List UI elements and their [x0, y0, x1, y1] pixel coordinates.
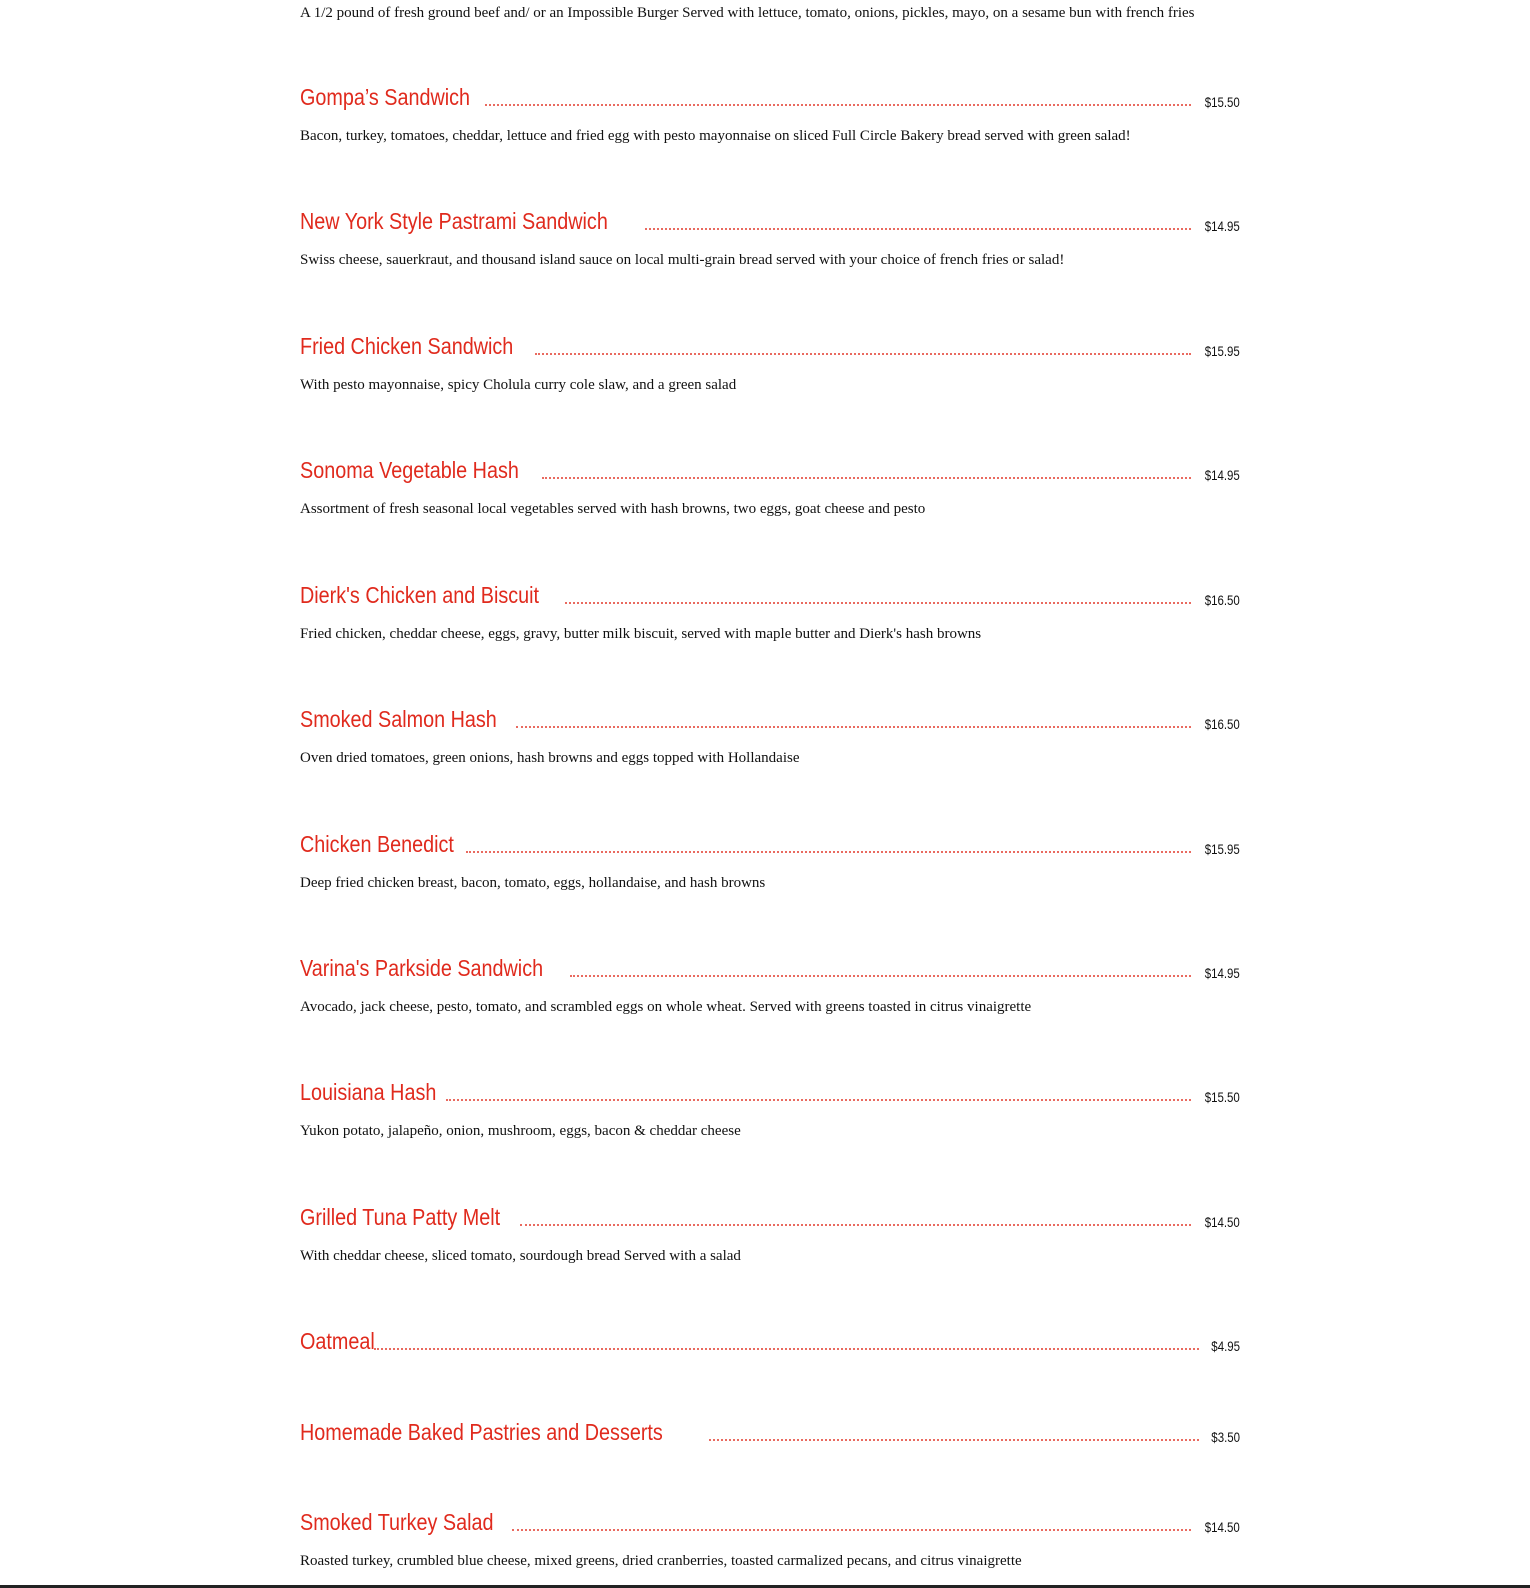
menu-item-description: Oven dried tomatoes, green onions, hash browns and eggs topped with Hollandaise: [300, 750, 800, 766]
item-description: A 1/2 pound of fresh ground beef and/ or an Impossible Burger Served with lettuce, tomato, onions, pickles, mayo, on a sesame bun with french fries: [300, 5, 1195, 21]
menu-item: [300, 949, 1240, 1016]
menu-item-description: Yukon potato, jalapeño, onion, mushroom, eggs, bacon & cheddar cheese: [300, 1123, 741, 1139]
dotted-leader: [512, 1529, 1191, 1531]
menu-item-name: Chicken Benedict: [300, 831, 454, 857]
menu-item-name: Sonoma Vegetable Hash: [300, 457, 519, 483]
menu-item-name: Gompa’s Sandwich: [300, 84, 471, 110]
dotted-leader: [645, 228, 1191, 230]
menu-item-header: [300, 202, 1240, 236]
menu-item: [300, 78, 1240, 145]
menu-item-header: [300, 1198, 1240, 1232]
menu-item-price: $14.50: [1204, 1214, 1240, 1230]
menu-item: [300, 1198, 1240, 1265]
menu-item-header: [300, 327, 1240, 361]
menu-item-price: $16.50: [1204, 592, 1240, 608]
menu-item-description: Bacon, turkey, tomatoes, cheddar, lettuce and fried egg with pesto mayonnaise on sliced Full Circle Bakery bread served with green salad!: [300, 128, 1131, 144]
menu-item-header: [300, 451, 1240, 485]
menu-item-description: Swiss cheese, sauerkraut, and thousand island sauce on local multi-grain bread served with your choice of french fries or salad!: [300, 252, 1065, 268]
menu-item: [300, 576, 1240, 643]
dotted-leader: [374, 1348, 1199, 1350]
menu-item-price: $3.50: [1211, 1429, 1240, 1445]
menu-item-name: Fried Chicken Sandwich: [300, 333, 514, 359]
menu-item-header: [300, 700, 1240, 734]
menu-item-price: $14.95: [1204, 965, 1240, 981]
menu-item-price: $16.50: [1204, 716, 1240, 732]
menu-item: [300, 825, 1240, 892]
menu-item: [300, 1413, 1240, 1447]
menu-item-description: Roasted turkey, crumbled blue cheese, mixed greens, dried cranberries, toasted carmalized pecans, and citrus vinaigrette: [300, 1553, 1022, 1569]
menu-item-name: Oatmeal: [300, 1328, 375, 1354]
menu-item-header: [300, 1322, 1240, 1356]
dotted-leader: [535, 353, 1191, 355]
menu-item-description: With cheddar cheese, sliced tomato, sourdough bread Served with a salad: [300, 1248, 741, 1264]
menu-item: [300, 1503, 1240, 1570]
menu-item-price: $15.95: [1204, 343, 1240, 359]
menu-item-name: Smoked Salmon Hash: [300, 706, 497, 732]
menu-item-description: With pesto mayonnaise, spicy Cholula curry cole slaw, and a green salad: [300, 377, 737, 393]
menu-item-price: $4.95: [1211, 1338, 1240, 1354]
menu-item-description: Avocado, jack cheese, pesto, tomato, and scrambled eggs on whole wheat. Served with greens toasted in citrus vinaigrette: [300, 999, 1032, 1015]
menu-item: [300, 202, 1240, 269]
menu-item: [300, 1322, 1240, 1356]
menu-item-header: [300, 78, 1240, 112]
menu-item-header: [300, 949, 1240, 983]
menu-item-name: Dierk's Chicken and Biscuit: [300, 582, 540, 608]
menu-item: [300, 451, 1240, 518]
menu-item-header: [300, 576, 1240, 610]
menu-item-price: $15.50: [1204, 1089, 1240, 1105]
menu-item-header: [300, 1413, 1240, 1447]
dotted-leader: [446, 1099, 1191, 1101]
dotted-leader: [565, 602, 1191, 604]
menu-item: [300, 1073, 1240, 1140]
dotted-leader: [542, 477, 1192, 479]
menu-item-name: New York Style Pastrami Sandwich: [300, 208, 608, 234]
menu-item-header: [300, 825, 1240, 859]
menu-item-price: $15.50: [1204, 94, 1240, 110]
menu-item: [300, 327, 1240, 394]
dotted-leader: [466, 851, 1191, 853]
menu-item-description: Deep fried chicken breast, bacon, tomato, eggs, hollandaise, and hash browns: [300, 875, 766, 891]
dotted-leader: [570, 975, 1191, 977]
menu-item-price: $15.95: [1204, 841, 1240, 857]
menu-item-header: [300, 1503, 1240, 1537]
menu-item-name: Louisiana Hash: [300, 1079, 437, 1105]
menu-item-name: Grilled Tuna Patty Melt: [300, 1204, 501, 1230]
menu-item-price: $14.95: [1204, 218, 1240, 234]
dotted-leader: [709, 1439, 1199, 1441]
menu-item-price: $14.50: [1204, 1519, 1240, 1535]
dotted-leader: [485, 104, 1191, 106]
dotted-leader: [520, 1224, 1191, 1226]
menu-item-name: Smoked Turkey Salad: [300, 1509, 494, 1535]
menu-item-description: Fried chicken, cheddar cheese, eggs, gravy, butter milk biscuit, served with maple butter and Dierk's hash browns: [300, 626, 982, 642]
menu-item-name: Varina's Parkside Sandwich: [300, 955, 544, 981]
menu-item-description: Assortment of fresh seasonal local vegetables served with hash browns, two eggs, goat cheese and pesto: [300, 501, 926, 517]
menu-item-header: [300, 1073, 1240, 1107]
dotted-leader: [516, 726, 1191, 728]
menu-item-price: $14.95: [1204, 467, 1240, 483]
menu-item-name: Homemade Baked Pastries and Desserts: [300, 1419, 663, 1445]
menu-item: [300, 700, 1240, 767]
